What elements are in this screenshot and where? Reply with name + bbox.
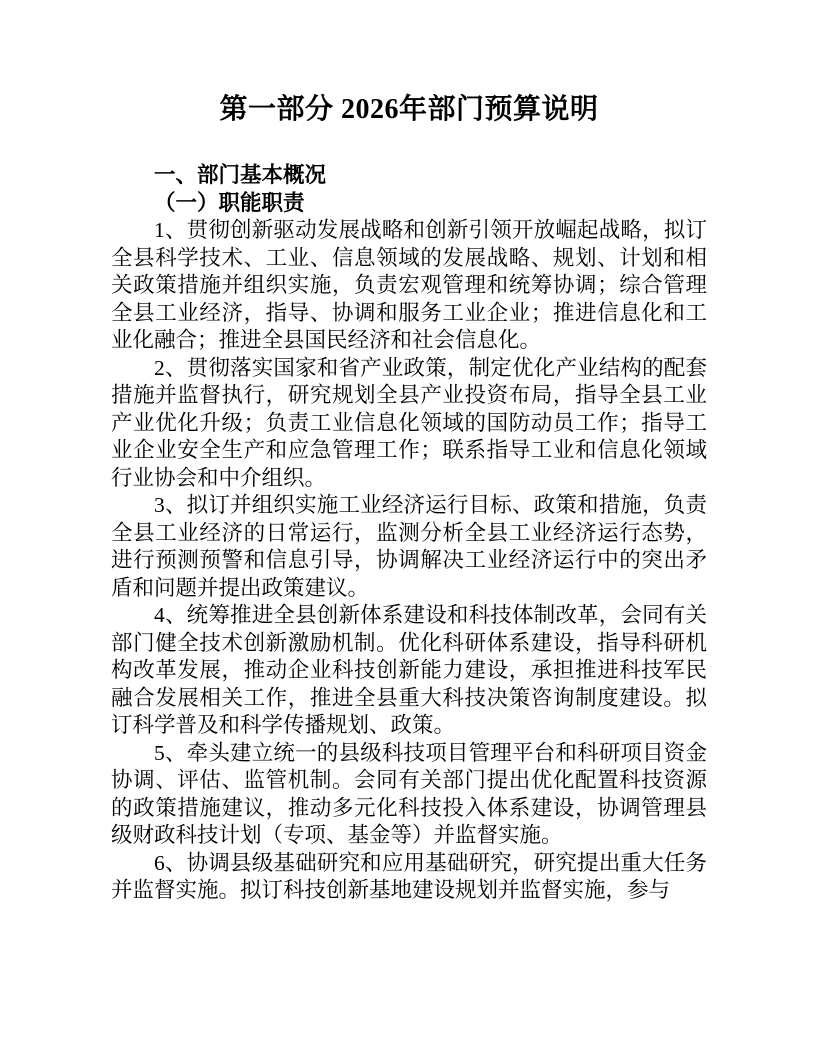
paragraph-duty-5: 5、牵头建立统一的县级科技项目管理平台和科研项目资金协调、评估、监管机制。会同有关部门提出优化配置科技资源的政策措施建议，推动多元化科技投入体系建设，协调管理县级财政科技计划（专项、基金等）并监督实施。 xyxy=(111,740,707,847)
document-title: 第一部分 2026年部门预算说明 xyxy=(219,94,599,125)
section-heading: 一、部门基本概况 xyxy=(154,163,327,187)
paragraph-duty-3: 3、拟订并组织实施工业经济运行目标、政策和措施，负责全县工业经济的日常运行，监测分析全县工业经济运行态势，进行预测预警和信息引导，协调解决工业经济运行中的突出矛盾和问题并提出政策建议。 xyxy=(111,493,707,600)
paragraph-duty-2: 2、贯彻落实国家和省产业政策，制定优化产业结构的配套措施并监督执行，研究规划全县产业投资布局，指导全县工业产业优化升级；负责工业信息化领域的国防动员工作；指导工业企业安全生产和应急管理工作；联系指导工业和信息化领域行业协会和中介组织。 xyxy=(111,355,707,490)
paragraph-duty-4: 4、统筹推进全县创新体系建设和科技体制改革，会同有关部门健全技术创新激励机制。优化科研体系建设，指导科研机构改革发展，推动企业科技创新能力建设，承担推进科技军民融合发展相关工作，推进全县重大科技决策咨询制度建设。拟订科学普及和科学传播规划、政策。 xyxy=(111,603,707,737)
paragraph-duty-6: 6、协调县级基础研究和应用基础研究，研究提出重大任务并监督实施。拟订科技创新基地建设规划并监督实施，参与 xyxy=(111,850,707,902)
paragraph-duty-1: 1、贯彻创新驱动发展战略和创新引领开放崛起战略，拟订全县科学技术、工业、信息领域的发展战略、规划、计划和相关政策措施并组织实施，负责宏观管理和统筹协调；综合管理全县工业经济，指导、协调和服务工业企业；推进信息化和工业化融合；推进全县国民经济和社会信息化。 xyxy=(111,218,707,352)
subsection-heading: （一）职能职责 xyxy=(154,190,305,215)
